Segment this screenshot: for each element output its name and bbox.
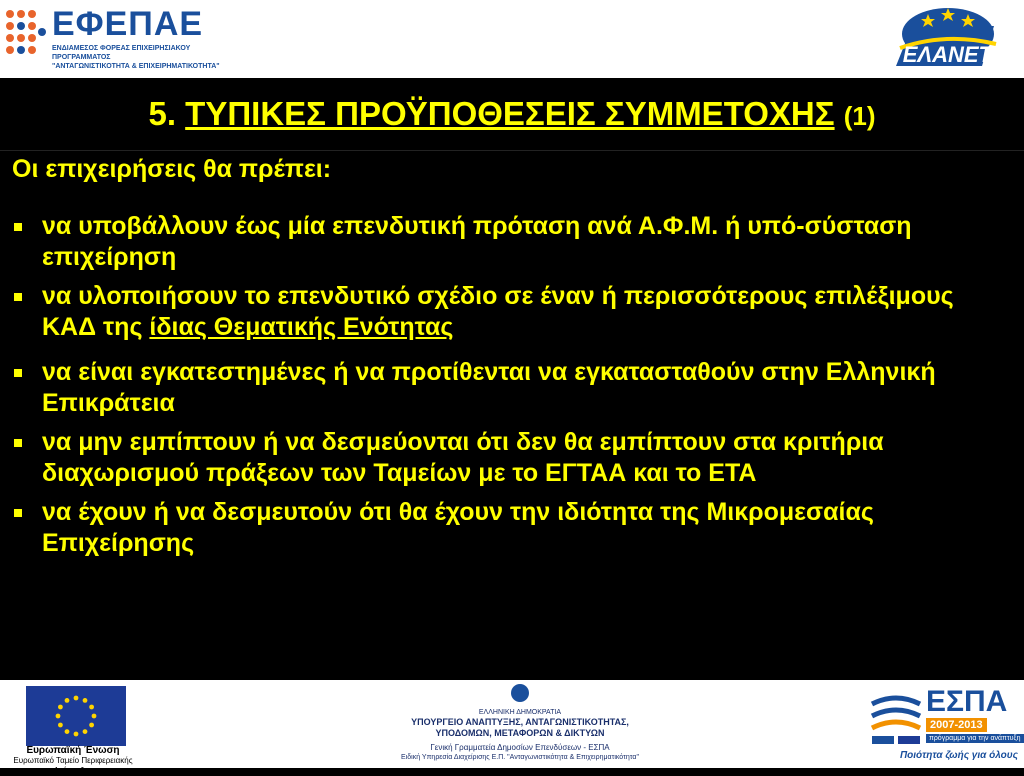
header-band [0, 0, 1024, 78]
list-item [12, 281, 1012, 343]
ministry-top: ΕΛΛΗΝΙΚΗ ΔΗΜΟΚΡΑΤΙΑ [478, 709, 562, 716]
slide-title [0, 94, 1024, 136]
eu-logo [6, 684, 140, 775]
efepae-mark-icon [4, 6, 48, 62]
bullet-square-icon [14, 369, 22, 377]
requirements-list [12, 211, 1012, 559]
efepae-subtitle-line-2: "ΑΝΤΑΓΩΝΙΣΤΙΚΟΤΗΤΑ & ΕΠΙΧΕΙΡΗΜΑΤΙΚΟΤΗΤΑ" [52, 63, 220, 70]
ministry-line-4: Ειδική Υπηρεσία Διαχείρισης Ε.Π. "Ανταγωνιστικότητα & Επιχειρηματικότητα" [401, 754, 639, 761]
bullet-square-icon [14, 439, 22, 447]
bullet-square-icon [14, 509, 22, 517]
bullet-square-icon [14, 293, 22, 301]
bullet-text-5: να έχουν ή να δεσμευτούν ότι θα έχουν την ιδιότητα της Μικρομεσαίας Επιχείρησης [42, 498, 874, 557]
espa-logo [868, 685, 1021, 764]
espa-tagline: πρόγραμμα για την ανάπτυξη [926, 734, 1024, 743]
ministry-line-3: Γενική Γραμματεία Δημοσίων Επενδύσεων - ΕΣΠΑ [430, 743, 610, 752]
slide-title-bar [0, 78, 1024, 150]
greek-emblem-icon [511, 684, 529, 702]
title-suffix: (1) [843, 101, 876, 131]
efepae-title: ΕΦΕΠΑΕ [52, 5, 204, 43]
espa-years: 2007-2013 [926, 718, 987, 732]
bullet-text-1: να υποβάλλουν έως μία επενδυτική πρόταση ανά Α.Φ.Μ. ή υπό-σύσταση επιχείρηση [42, 212, 912, 271]
eu-flag-icon [26, 686, 126, 746]
ministry-block [330, 684, 710, 762]
elanet-logo [876, 4, 1006, 76]
eu-title: Ευρωπαϊκή Ένωση [26, 745, 120, 756]
espa-title: ΕΣΠΑ [926, 685, 1008, 718]
list-item [12, 357, 1012, 419]
list-item [12, 211, 1012, 273]
title-main: ΤΥΠΙΚΕΣ ΠΡΟΫΠΟΘΕΣΕΙΣ ΣΥΜΜΕΤΟΧΗΣ [185, 95, 835, 132]
footer-band [0, 680, 1024, 775]
title-prefix: 5. [148, 95, 176, 132]
eu-caption [6, 746, 140, 776]
eu-subtitle: Ευρωπαϊκό Ταμείο Περιφερειακής Ανάπτυξης [13, 756, 133, 775]
efepae-logo [4, 4, 234, 74]
efepae-subtitle [52, 44, 232, 71]
list-item [12, 497, 1012, 559]
list-item [12, 427, 1012, 489]
ministry-line-2: ΥΠΟΔΟΜΩΝ, ΜΕΤΑΦΟΡΩΝ & ΔΙΚΤΥΩΝ [435, 728, 605, 738]
bullet-text-2a: να υλοποιήσουν το επενδυτικό σχέδιο σε έναν ή περισσότερους επιλέξιμους ΚΑΔ της [42, 282, 954, 341]
espa-wave-icon [868, 690, 924, 746]
ministry-line-1: ΥΠΟΥΡΓΕΙΟ ΑΝΑΠΤΥΞΗΣ, ΑΝΤΑΓΩΝΙΣΤΙΚΟΤΗΤΑΣ, [411, 717, 629, 727]
slide-content [0, 150, 1024, 636]
espa-slogan: Ποιότητα ζωής για όλους [899, 750, 1018, 761]
bullet-text-2b: ίδιας Θεματικής Ενότητας [149, 313, 454, 341]
bullet-text-4: να μην εμπίπτουν ή να δεσμεύονται ότι δεν θα εμπίπτουν στα κριτήρια διαχωρισμού πράξεων των Ταμείων με το ΕΓΤΑΑ και το ΕΤΑ [42, 428, 884, 487]
bullet-text-3: να είναι εγκατεστημένες ή να προτίθενται να εγκατασταθούν στην Ελληνική Επικράτεια [42, 358, 936, 417]
intro-text: Οι επιχειρήσεις θα πρέπει: [12, 155, 332, 183]
elanet-text: ΕΛΑΝΕΤ [902, 42, 992, 67]
bullet-square-icon [14, 223, 22, 231]
efepae-subtitle-line-1: ΕΝΔΙΑΜΕΣΟΣ ΦΟΡΕΑΣ ΕΠΙΧΕΙΡΗΣΙΑΚΟΥ ΠΡΟΓΡΑΜΜΑΤΟΣ [52, 45, 191, 61]
